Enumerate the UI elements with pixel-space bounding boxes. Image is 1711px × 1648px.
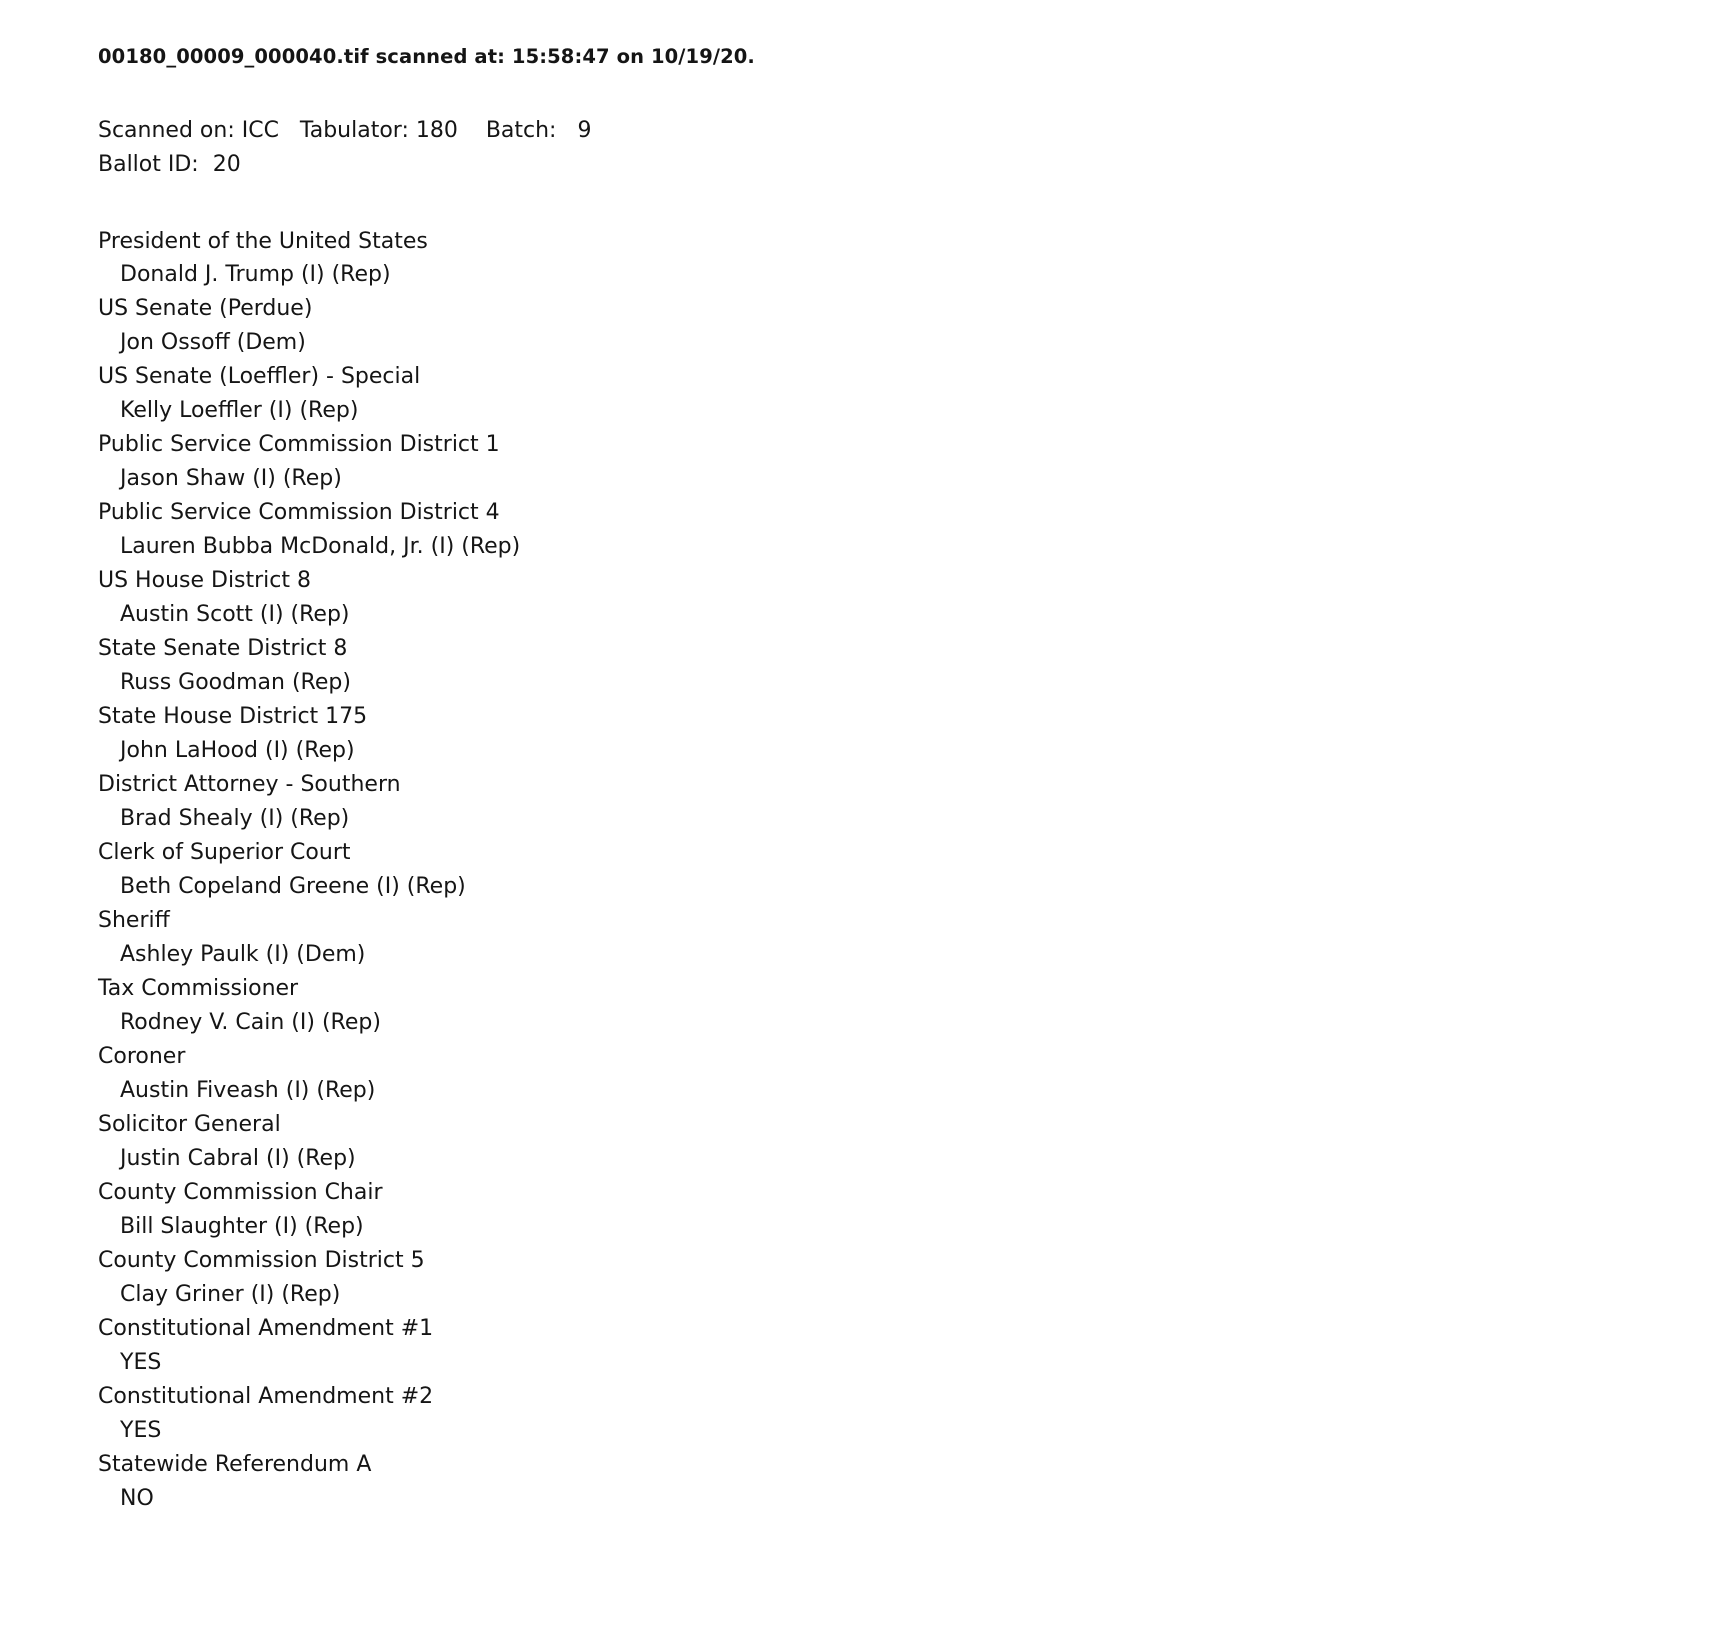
contest-choice: Brad Shealy (I) (Rep) — [120, 806, 350, 832]
contest-title: US Senate (Loeffler) - Special — [98, 364, 421, 390]
contest-choice: YES — [120, 1349, 162, 1375]
contest-choice: Rodney V. Cain (I) (Rep) — [120, 1010, 381, 1036]
scan-file-header: 00180_00009_000040.tif scanned at: 15:58:47 on 10/19/20. — [98, 45, 755, 68]
contest-title: State House District 175 — [98, 704, 368, 730]
contest-title: County Commission District 5 — [98, 1248, 425, 1274]
contest-choice: Ashley Paulk (I) (Dem) — [120, 942, 366, 968]
contest-entry — [98, 496, 1711, 564]
contest-entry — [98, 768, 1711, 836]
contest-list — [98, 225, 1711, 1516]
contest-entry — [98, 292, 1711, 360]
contest-title: Sheriff — [98, 908, 170, 934]
contest-entry — [98, 428, 1711, 496]
contest-entry — [98, 225, 1711, 293]
scan-meta-line: Scanned on: ICC Tabulator: 180 Batch: 9 — [98, 118, 592, 144]
contest-title: State Senate District 8 — [98, 636, 348, 662]
contest-choice: Kelly Loeffler (I) (Rep) — [120, 398, 359, 424]
contest-title: Statewide Referendum A — [98, 1451, 372, 1477]
contest-choice: Donald J. Trump (I) (Rep) — [120, 262, 391, 288]
contest-choice: Jon Ossoff (Dem) — [120, 330, 306, 356]
contest-choice: Russ Goodman (Rep) — [120, 670, 351, 696]
contest-entry — [98, 360, 1711, 428]
contest-choice: NO — [120, 1485, 154, 1511]
contest-choice: Clay Griner (I) (Rep) — [120, 1282, 341, 1308]
scan-meta-line: Ballot ID: 20 — [98, 152, 241, 178]
contest-choice: Lauren Bubba McDonald, Jr. (I) (Rep) — [120, 534, 521, 560]
contest-title: Public Service Commission District 4 — [98, 500, 500, 526]
contest-title: County Commission Chair — [98, 1180, 383, 1206]
contest-entry — [98, 632, 1711, 700]
contest-title: US House District 8 — [98, 568, 312, 594]
contest-title: District Attorney - Southern — [98, 772, 401, 798]
contest-entry — [98, 972, 1711, 1040]
contest-title: Coroner — [98, 1044, 186, 1070]
contest-entry — [98, 700, 1711, 768]
contest-title: Tax Commissioner — [98, 976, 299, 1002]
contest-choice: YES — [120, 1417, 162, 1443]
contest-title: President of the United States — [98, 228, 428, 254]
contest-choice: Austin Scott (I) (Rep) — [120, 602, 350, 628]
contest-title: Public Service Commission District 1 — [98, 432, 500, 458]
contest-entry — [98, 1244, 1711, 1312]
contest-title: Constitutional Amendment #2 — [98, 1383, 434, 1409]
contest-entry — [98, 1380, 1711, 1448]
contest-title: Clerk of Superior Court — [98, 840, 351, 866]
contest-title: Solicitor General — [98, 1112, 281, 1138]
contest-entry — [98, 836, 1711, 904]
contest-choice: John LaHood (I) (Rep) — [120, 738, 355, 764]
contest-entry — [98, 904, 1711, 972]
contest-entry — [98, 1108, 1711, 1176]
contest-choice: Jason Shaw (I) (Rep) — [120, 466, 342, 492]
contest-entry — [98, 1312, 1711, 1380]
scan-metadata — [98, 114, 1711, 182]
contest-title: US Senate (Perdue) — [98, 296, 313, 322]
contest-choice: Justin Cabral (I) (Rep) — [120, 1146, 356, 1172]
contest-entry — [98, 1040, 1711, 1108]
contest-choice: Austin Fiveash (I) (Rep) — [120, 1078, 376, 1104]
contest-entry — [98, 1448, 1711, 1516]
contest-choice: Beth Copeland Greene (I) (Rep) — [120, 874, 466, 900]
contest-choice: Bill Slaughter (I) (Rep) — [120, 1214, 364, 1240]
contest-title: Constitutional Amendment #1 — [98, 1316, 434, 1341]
contest-entry — [98, 1176, 1711, 1244]
contest-entry — [98, 564, 1711, 632]
